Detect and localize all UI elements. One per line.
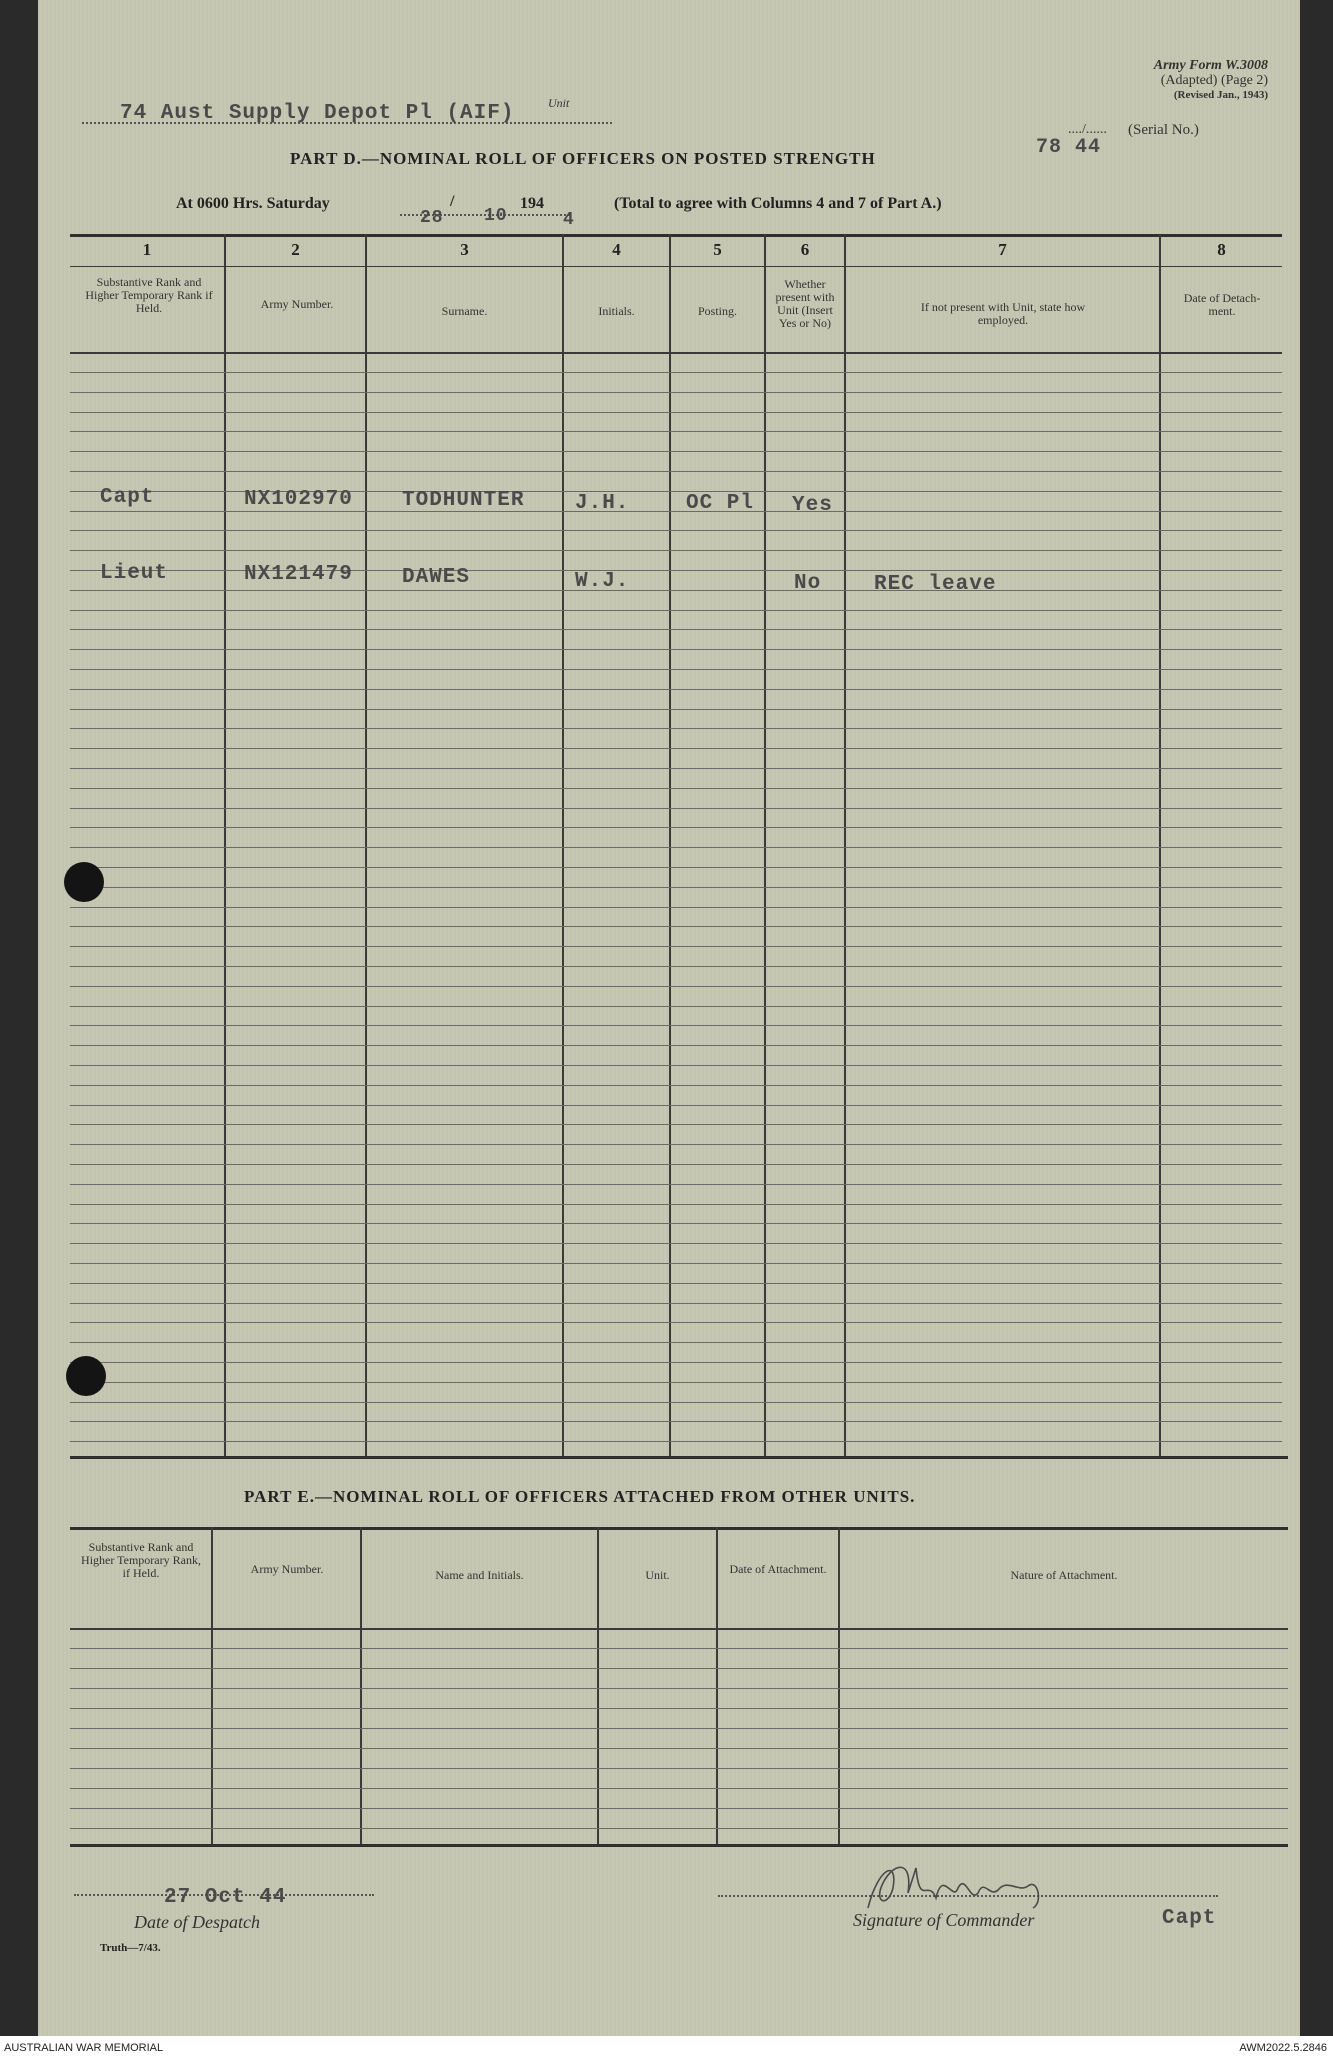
col-header-initials: Initials.: [598, 304, 635, 318]
part-d-header-rule: [70, 352, 1282, 354]
col-header-surname: Surname.: [441, 304, 488, 318]
serial-sep: ..../......: [1068, 122, 1107, 137]
ruled-line: [70, 669, 1282, 670]
col-header-posting: Posting.: [697, 304, 737, 318]
col-header-present: Whether present with Unit (Insert Yes or No): [775, 277, 835, 330]
part-d-col-sep: [764, 234, 766, 1456]
signature-scribble: [858, 1848, 1078, 1918]
ruled-line: [70, 1382, 1282, 1383]
part-d-title: PART D.—NOMINAL ROLL OF OFFICERS ON POSTED STRENGTH: [290, 149, 876, 168]
ruled-line: [70, 1688, 1288, 1689]
ruled-line: [70, 1828, 1288, 1829]
unit-label: Unit: [548, 96, 570, 110]
ruled-line: [70, 610, 1282, 611]
part-e-header-nature: Nature of Attachment.: [1010, 1568, 1118, 1582]
ruled-line: [70, 887, 1282, 888]
ruled-line: [70, 768, 1282, 769]
unit-typed: 74 Aust Supply Depot Pl (AIF): [120, 102, 515, 125]
ruled-line: [70, 827, 1282, 828]
part-d-col-sep: [365, 234, 367, 1456]
part-e-title: PART E.—NOMINAL ROLL OF OFFICERS ATTACHED FROM OTHER UNITS.: [244, 1487, 916, 1506]
archive-right: AWM2022.5.2846: [1239, 2042, 1327, 2054]
ruled-line: [70, 392, 1282, 393]
col-number: 3: [460, 240, 469, 259]
form-id-line1: Army Form W.3008: [1153, 58, 1268, 73]
row-surname: TODHUNTER: [402, 489, 525, 512]
date-year-prefix: 194: [520, 195, 544, 212]
row-rank: Lieut: [100, 562, 169, 585]
ruled-line: [70, 966, 1282, 967]
despatch-typed: 27 Oct 44: [164, 1886, 287, 1909]
col-number: 4: [612, 240, 621, 259]
ruled-line: [70, 1045, 1282, 1046]
serial-typed: 78 44: [1036, 136, 1102, 159]
part-e-header-name: Name and Initials.: [435, 1568, 524, 1582]
ruled-line: [70, 1085, 1282, 1086]
ruled-line: [70, 1421, 1282, 1422]
part-d-bottom-rule: [70, 1456, 1288, 1459]
col-header-employed: If not present with Unit, state how employed.: [920, 300, 1086, 327]
part-d-col-sep: [844, 234, 846, 1456]
ruled-line: [70, 1223, 1282, 1224]
ruled-line: [70, 451, 1282, 452]
col-header-rank: Substantive Rank and Higher Temporary Rank if Held.: [85, 275, 213, 315]
signature-label: Signature of Commander: [853, 1910, 1035, 1930]
form-id: [1028, 58, 1268, 103]
ruled-line: [70, 412, 1282, 413]
ruled-line: [70, 1243, 1282, 1244]
serial-label: (Serial No.): [1128, 122, 1199, 138]
part-e-header-army-number: Army Number.: [250, 1562, 324, 1576]
ruled-line: [70, 590, 1282, 591]
part-d-col-sep: [562, 234, 564, 1456]
part-e-col-sep: [716, 1527, 718, 1845]
ruled-line: [70, 689, 1282, 690]
ruled-line: [70, 1124, 1282, 1125]
ruled-line: [70, 808, 1282, 809]
ruled-line: [70, 728, 1282, 729]
ruled-line: [70, 530, 1282, 531]
row-posting: OC Pl: [686, 492, 755, 515]
row-surname: DAWES: [402, 566, 471, 589]
date-month: 10: [484, 206, 508, 226]
part-d-col-sep: [224, 234, 226, 1456]
ruled-line: [70, 847, 1282, 848]
row-initials: W.J.: [575, 570, 630, 593]
total-note: (Total to agree with Columns 4 and 7 of Part A.): [614, 195, 942, 212]
ruled-line: [70, 511, 1282, 512]
despatch-label: Date of Despatch: [134, 1912, 260, 1932]
ruled-line: [70, 1283, 1282, 1284]
ruled-line: [70, 748, 1282, 749]
ruled-line: [70, 1708, 1288, 1709]
punch-hole: [66, 1356, 106, 1396]
signature-rank: Capt: [1162, 1907, 1217, 1930]
ruled-line: [70, 431, 1282, 432]
col-number: 2: [291, 240, 300, 259]
ruled-line: [70, 372, 1282, 373]
part-e-col-sep: [211, 1527, 213, 1845]
col-header-army-number: Army Number.: [260, 297, 334, 311]
ruled-line: [70, 629, 1282, 630]
ruled-line: [70, 1025, 1282, 1026]
row-employed: REC leave: [874, 573, 997, 596]
ruled-line: [70, 1322, 1282, 1323]
ruled-line: [70, 1164, 1282, 1165]
col-number: 8: [1217, 240, 1226, 259]
ruled-line: [70, 1144, 1282, 1145]
ruled-line: [70, 649, 1282, 650]
ruled-line: [70, 1263, 1282, 1264]
ruled-line: [70, 1402, 1282, 1403]
row-present: No: [794, 572, 822, 595]
row-initials: J.H.: [575, 492, 630, 515]
col-number: 7: [998, 240, 1007, 259]
ruled-line: [70, 1006, 1282, 1007]
ruled-line: [70, 1303, 1282, 1304]
ruled-line: [70, 1184, 1282, 1185]
printer-mark: Truth—7/43.: [100, 1942, 161, 1954]
form-id-line2: (Adapted) (Page 2): [1160, 73, 1268, 88]
part-d-col-sep: [1159, 234, 1161, 1456]
ruled-line: [70, 907, 1282, 908]
ruled-line: [70, 471, 1282, 472]
date-label: At 0600 Hrs. Saturday: [176, 195, 330, 212]
date-year-digit: 4: [563, 210, 575, 230]
form-sheet: [38, 0, 1300, 2036]
part-e-bottom-rule: [70, 1844, 1288, 1847]
punch-hole: [64, 862, 104, 902]
ruled-line: [70, 788, 1282, 789]
ruled-line: [70, 1648, 1288, 1649]
col-number: 6: [800, 240, 810, 259]
ruled-line: [70, 1668, 1288, 1669]
ruled-line: [70, 946, 1282, 947]
date-sep: /: [450, 193, 455, 210]
row-army-number: NX102970: [244, 488, 353, 511]
ruled-line: [70, 1808, 1288, 1809]
col-number: 1: [142, 240, 152, 259]
ruled-line: [70, 1788, 1288, 1789]
ruled-line: [70, 1204, 1282, 1205]
ruled-line: [70, 1105, 1282, 1106]
date-day: 28: [420, 208, 444, 228]
ruled-line: [70, 926, 1282, 927]
part-e-header-unit: Unit.: [645, 1568, 670, 1582]
col-number: 5: [713, 240, 722, 259]
part-d-number-rule: [70, 266, 1282, 267]
ruled-line: [70, 1748, 1288, 1749]
archive-strip: [0, 2036, 1333, 2061]
row-army-number: NX121479: [244, 563, 353, 586]
row-present: Yes: [792, 494, 833, 517]
ruled-line: [70, 1768, 1288, 1769]
part-e-header-rule: [70, 1628, 1288, 1630]
ruled-line: [70, 1728, 1288, 1729]
ruled-line: [70, 1065, 1282, 1066]
ruled-line: [70, 1362, 1282, 1363]
ruled-line: [70, 867, 1282, 868]
part-e-top-rule: [70, 1527, 1288, 1530]
ruled-line: [70, 709, 1282, 710]
col-header-detachment: Date of Detach-ment.: [1183, 291, 1261, 318]
ruled-line: [70, 1342, 1282, 1343]
row-rank: Capt: [100, 486, 155, 509]
form-id-line3: (Revised Jan., 1943): [1173, 89, 1268, 101]
ruled-line: [70, 550, 1282, 551]
ruled-line: [70, 986, 1282, 987]
part-e-header-rank: Substantive Rank and Higher Temporary Rank, if Held.: [81, 1540, 201, 1580]
part-d-col-sep: [669, 234, 671, 1456]
ruled-line: [70, 1441, 1282, 1442]
archive-left: AUSTRALIAN WAR MEMORIAL: [4, 2042, 164, 2054]
part-d-top-rule: [70, 234, 1282, 237]
part-e-header-attachment-date: Date of Attachment.: [729, 1562, 827, 1576]
